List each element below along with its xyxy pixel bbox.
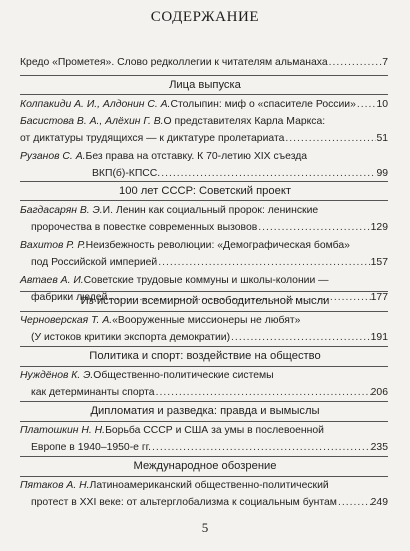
- section-heading: Лица выпуска: [169, 79, 241, 91]
- toc-entry-line: [20, 165, 388, 182]
- entry-page: 51: [376, 133, 388, 144]
- entry-title-continued: фабрики людей: [31, 292, 108, 303]
- entry-title-continued: (У истоков критики экспорта демократии): [31, 332, 231, 343]
- entry-page: 249: [370, 497, 388, 508]
- entry-author: Вахитов Р. Р.: [20, 240, 86, 251]
- entry-title-continued: под Российской империей: [31, 257, 158, 268]
- toc-entry-line: [20, 367, 388, 384]
- leader-dots: [155, 384, 371, 401]
- section-divider: [20, 200, 388, 201]
- entry-page: 157: [370, 257, 388, 268]
- entry-title-continued: от диктатуры трудящихся — к диктатуре пролетариата: [20, 133, 285, 144]
- toc-entry[interactable]: [20, 477, 388, 511]
- section-heading: 100 лет СССР: Советский проект: [119, 185, 291, 197]
- leader-dots: [160, 165, 376, 182]
- section-divider: [20, 346, 388, 347]
- entry-page: 177: [370, 292, 388, 303]
- toc-entry-line: [20, 148, 388, 165]
- entry-title: «Вооруженные миссионеры не любят»: [112, 315, 301, 326]
- entry-page: 10: [376, 99, 388, 110]
- entry-title-continued: как детерминанты спорта: [31, 387, 155, 398]
- toc-entry-line: [20, 439, 388, 456]
- toc-entry[interactable]: [20, 422, 388, 456]
- toc-entry[interactable]: [20, 237, 388, 271]
- section-divider: [20, 94, 388, 95]
- entry-title: Латиноамериканский общественно-политический: [89, 480, 329, 491]
- entry-title: Борьба СССР и США за умы в послевоенной: [105, 425, 324, 436]
- toc-entry-line: [20, 329, 388, 346]
- toc-entry[interactable]: [20, 148, 388, 182]
- leader-dots: [257, 219, 370, 236]
- section-heading: Международное обозрение: [133, 460, 277, 472]
- entry-title: Общественно-политические системы: [93, 370, 274, 381]
- section-heading: Из истории всемирной освободительной мысли: [80, 295, 330, 307]
- toc-entry-line: [20, 54, 388, 71]
- entry-page: 99: [376, 168, 388, 179]
- section-heading: Дипломатия и разведка: правда и вымыслы: [90, 405, 320, 417]
- toc-entry-line: [20, 312, 388, 329]
- toc-entry-line: [20, 494, 388, 511]
- entry-author: Черноверская Т. А.: [20, 315, 113, 326]
- entry-title: О представителях Карла Маркса:: [163, 116, 326, 127]
- toc-entry-line: [20, 219, 388, 236]
- toc-entry[interactable]: [20, 96, 388, 113]
- entry-author: Автаев А. И.: [20, 275, 84, 286]
- entry-page: 7: [382, 57, 388, 68]
- section-divider: [20, 181, 388, 182]
- toc-entry[interactable]: [20, 202, 388, 236]
- entry-title: И. Ленин как социальный пророк: ленинские: [102, 205, 319, 216]
- toc-entry[interactable]: [20, 312, 388, 346]
- entry-author: Багдасарян В. Э.: [20, 205, 103, 216]
- toc-entry-line: [20, 254, 388, 271]
- section-heading: Политика и спорт: воздействие на общество: [89, 350, 321, 362]
- leader-dots: [328, 54, 383, 71]
- entry-title: Без права на отставку. К 70-летию XIX съезда: [85, 151, 308, 162]
- entry-author: Пятаков А. Н.: [20, 480, 90, 491]
- toc-entry-line: [20, 96, 388, 113]
- leader-dots: [284, 130, 376, 147]
- leader-dots: [157, 254, 370, 271]
- toc-entry[interactable]: [20, 54, 388, 71]
- entry-page: 206: [370, 387, 388, 398]
- entry-author: Нуждёнов К. Э.: [20, 370, 94, 381]
- entry-title: Столыпин: миф о «спасителе России»: [170, 99, 356, 110]
- entry-page: 129: [370, 222, 388, 233]
- entry-page: 235: [370, 442, 388, 453]
- toc-entry-line: [20, 384, 388, 401]
- entry-author: Платошкин Н. Н.: [20, 425, 106, 436]
- toc-entry-line: [20, 130, 388, 147]
- leader-dots: [337, 494, 371, 511]
- toc-entry-line: [20, 422, 388, 439]
- section-divider: [20, 456, 388, 457]
- toc-entry-line: [20, 477, 388, 494]
- section-divider: [20, 401, 388, 402]
- toc-entry-line: [20, 113, 388, 130]
- page-title: СОДЕРЖАНИЕ: [150, 9, 260, 25]
- toc-entry[interactable]: [20, 113, 388, 147]
- entry-title: Кредо «Прометея». Слово редколлегии к читателям альманаха: [20, 57, 328, 68]
- entry-author: Рузанов С. А.: [20, 151, 86, 162]
- section-divider: [20, 75, 388, 76]
- page-number: 5: [201, 520, 209, 535]
- entry-author: Басистова В. А., Алёхин Г. В.: [20, 116, 164, 127]
- section-divider: [20, 291, 388, 292]
- leader-dots: [230, 329, 371, 346]
- toc-entry[interactable]: [20, 367, 388, 401]
- leader-dots: [151, 439, 371, 456]
- toc-entry-line: [20, 237, 388, 254]
- entry-title: Неизбежность революции: «Демографическая бомба»: [85, 240, 350, 251]
- entry-title-continued: ВКП(б)-КПСС.: [92, 168, 161, 179]
- leader-dots: [356, 96, 377, 113]
- toc-entry-line: [20, 202, 388, 219]
- entry-title-continued: пророчества в повестке современных вызовов: [31, 222, 258, 233]
- toc-entry-line: [20, 272, 388, 289]
- entry-author: Колпакиди А. И., Алдонин С. А.: [20, 99, 171, 110]
- entry-page: 191: [370, 332, 388, 343]
- entry-title-continued: Европе в 1940–1950-е гг.: [31, 442, 152, 453]
- entry-title-continued: протест в XXI веке: от альтерглобализма к социальным бунтам: [31, 497, 337, 508]
- entry-title: Советские трудовые коммуны и школы-колонии —: [83, 275, 329, 286]
